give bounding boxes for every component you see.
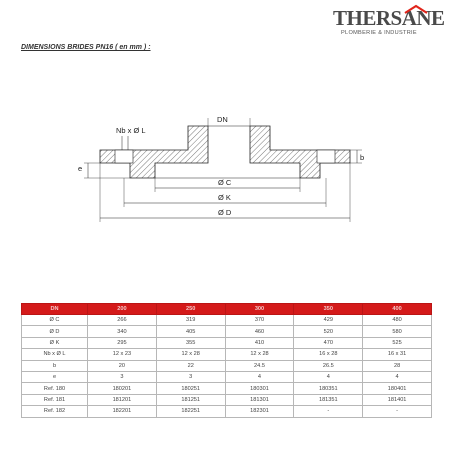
- table-cell: 340: [88, 326, 157, 337]
- label-nb-l: Nb x Ø L: [116, 126, 146, 135]
- table-cell: 16 x 31: [363, 349, 432, 360]
- table-cell: 22: [156, 360, 225, 371]
- label-e: e: [78, 164, 83, 173]
- dimensions-table: [21, 303, 432, 418]
- logo-wordmark: THERSANE: [333, 6, 445, 30]
- row-label: Nb x Ø L: [22, 349, 88, 360]
- table-cell: 12 x 23: [88, 349, 157, 360]
- table-cell: 182201: [88, 406, 157, 417]
- table-cell: 295: [88, 337, 157, 348]
- table-cell: -: [294, 406, 363, 417]
- flange-cross-section-drawing: [70, 108, 370, 228]
- table-cell: 180251: [156, 383, 225, 394]
- table-cell: 182301: [225, 406, 294, 417]
- table-cell: 24.5: [225, 360, 294, 371]
- table-cell: 180401: [363, 383, 432, 394]
- row-label: Ref. 181: [22, 394, 88, 405]
- label-k: Ø K: [218, 193, 231, 202]
- table-cell: 266: [88, 315, 157, 326]
- table-header-row: [22, 304, 432, 315]
- table-header-cell: 200: [88, 304, 157, 315]
- table-cell: 26.5: [294, 360, 363, 371]
- table-cell: 319: [156, 315, 225, 326]
- table-header-cell: 350: [294, 304, 363, 315]
- row-label: Ref. 180: [22, 383, 88, 394]
- table-cell: 520: [294, 326, 363, 337]
- table-row: [22, 406, 432, 417]
- table-row: [22, 383, 432, 394]
- table-cell: 20: [88, 360, 157, 371]
- table-row: [22, 371, 432, 382]
- logo-tagline: PLOMBERIE & INDUSTRIE: [341, 30, 417, 36]
- table-cell: 410: [225, 337, 294, 348]
- table-header-cell: 250: [156, 304, 225, 315]
- table-cell: 370: [225, 315, 294, 326]
- table-cell: 182251: [156, 406, 225, 417]
- table-cell: 180301: [225, 383, 294, 394]
- row-label: Ref. 182: [22, 406, 88, 417]
- row-label: Ø K: [22, 337, 88, 348]
- label-d: Ø D: [218, 208, 232, 217]
- label-b: b: [360, 153, 365, 162]
- row-label: Ø D: [22, 326, 88, 337]
- table-cell: 480: [363, 315, 432, 326]
- table-row: [22, 315, 432, 326]
- table-cell: 460: [225, 326, 294, 337]
- label-c: Ø C: [218, 178, 232, 187]
- table-cell: 580: [363, 326, 432, 337]
- table-cell: 4: [294, 371, 363, 382]
- table-row: [22, 394, 432, 405]
- table-header-cell: 400: [363, 304, 432, 315]
- bolt-hole-right: [317, 150, 335, 163]
- table-row: [22, 326, 432, 337]
- table-cell: 180201: [88, 383, 157, 394]
- table-header-cell: 300: [225, 304, 294, 315]
- table-cell: 181201: [88, 394, 157, 405]
- bolt-hole-left: [115, 150, 133, 163]
- table-cell: 16 x 28: [294, 349, 363, 360]
- table-cell: 470: [294, 337, 363, 348]
- table-cell: 181351: [294, 394, 363, 405]
- table-cell: 4: [363, 371, 432, 382]
- table-cell: 181251: [156, 394, 225, 405]
- table-row: [22, 360, 432, 371]
- table-cell: 4: [225, 371, 294, 382]
- table-cell: 181301: [225, 394, 294, 405]
- table-cell: 12 x 28: [225, 349, 294, 360]
- table-cell: 12 x 28: [156, 349, 225, 360]
- table-row: [22, 337, 432, 348]
- table-cell: 355: [156, 337, 225, 348]
- table-cell: 525: [363, 337, 432, 348]
- table-cell: 28: [363, 360, 432, 371]
- table-cell: 429: [294, 315, 363, 326]
- brand-logo: [333, 8, 445, 38]
- row-label: b: [22, 360, 88, 371]
- table-cell: 3: [88, 371, 157, 382]
- label-dn: DN: [217, 115, 228, 124]
- table-cell: 180351: [294, 383, 363, 394]
- table-cell: 405: [156, 326, 225, 337]
- logo-roof-icon: [403, 4, 429, 14]
- table-cell: 3: [156, 371, 225, 382]
- table-row: [22, 349, 432, 360]
- row-label: e: [22, 371, 88, 382]
- table-header-cell: DN: [22, 304, 88, 315]
- page-title: DIMENSIONS BRIDES PN16 ( en mm ) :: [21, 44, 151, 51]
- row-label: Ø C: [22, 315, 88, 326]
- table-cell: 181401: [363, 394, 432, 405]
- table-cell: -: [363, 406, 432, 417]
